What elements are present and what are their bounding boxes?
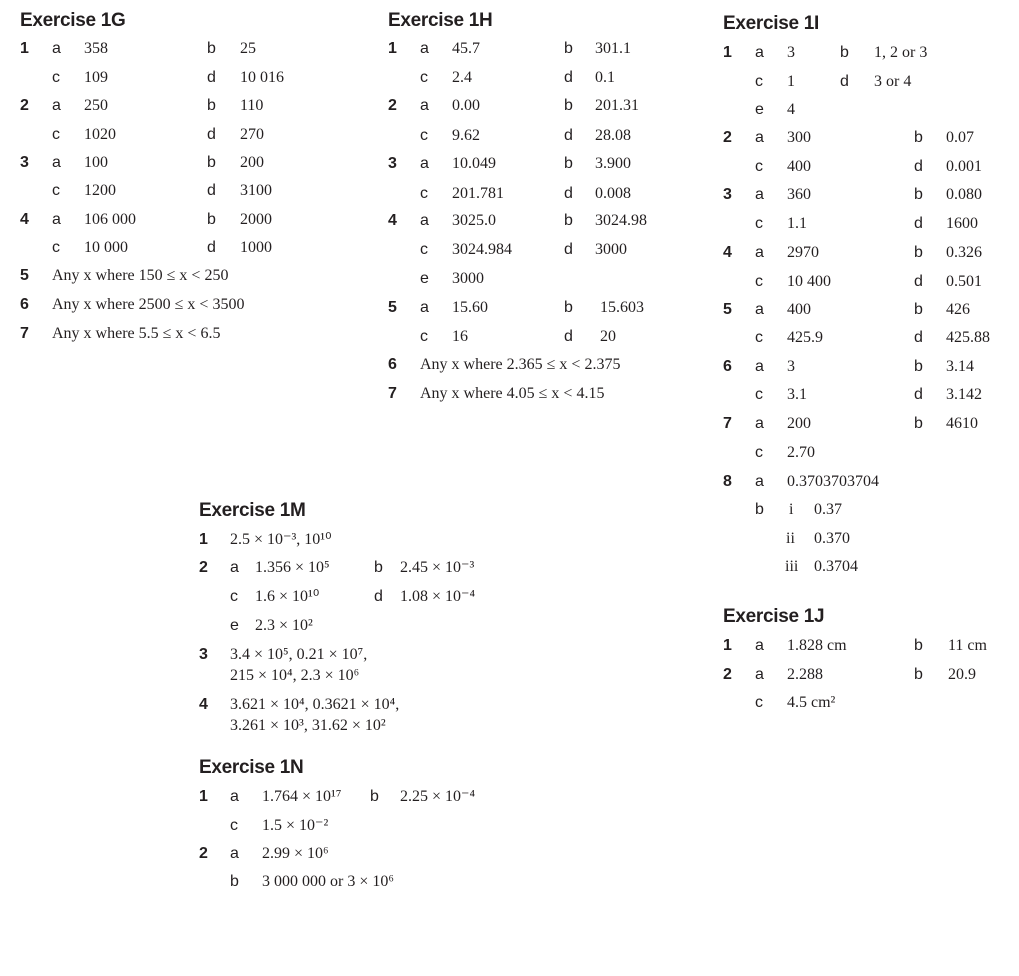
part-label: a: [755, 666, 764, 683]
question-number: 2: [20, 97, 29, 114]
answer-value: 1.764 × 10¹⁷: [262, 788, 342, 805]
part-label: d: [207, 126, 216, 143]
answer-value: 1000: [240, 239, 272, 256]
exercise-heading: Exercise 1H: [388, 10, 493, 31]
answer-value: 10 400: [787, 273, 831, 290]
part-label: c: [755, 694, 763, 711]
answer-value: 20: [600, 328, 616, 345]
part-label: a: [755, 44, 764, 61]
answer-value: 360: [787, 186, 811, 203]
answer-value: 1.1: [787, 215, 807, 232]
part-label: d: [564, 241, 573, 258]
answer-value: 0.080: [946, 186, 982, 203]
answer-value: 425.88: [946, 329, 990, 346]
answer-value: 3024.984: [452, 241, 512, 258]
answer-value: 0.00: [452, 97, 480, 114]
part-label: a: [52, 211, 61, 228]
question-number: 7: [20, 325, 29, 342]
answer-value: 1, 2 or 3: [874, 44, 928, 61]
answer-value: Any x where 5.5 ≤ x < 6.5: [52, 325, 221, 342]
part-label: a: [420, 97, 429, 114]
answer-value: 3 000 000 or 3 × 10⁶: [262, 873, 394, 890]
answer-value: 28.08: [595, 127, 631, 144]
answer-value: 100: [84, 154, 108, 171]
question-number: 4: [20, 211, 29, 228]
answer-value: 0.1: [595, 69, 615, 86]
part-label: c: [420, 69, 428, 86]
part-label: b: [840, 44, 849, 61]
question-number: 2: [199, 559, 208, 576]
answer-value: Any x where 2.365 ≤ x < 2.375: [420, 356, 621, 373]
answer-value: 0.37: [814, 501, 842, 518]
part-label: a: [52, 97, 61, 114]
exercise-heading: Exercise 1I: [723, 13, 820, 34]
part-label: a: [755, 358, 764, 375]
answer-value: 201.31: [595, 97, 639, 114]
part-label: a: [755, 301, 764, 318]
part-label: c: [420, 241, 428, 258]
part-label: b: [914, 415, 923, 432]
part-label: c: [755, 386, 763, 403]
answer-value: 400: [787, 301, 811, 318]
part-label: b: [564, 97, 573, 114]
question-number: 6: [723, 358, 732, 375]
answer-value: Any x where 150 ≤ x < 250: [52, 267, 229, 284]
answer-value: 2.25 × 10⁻⁴: [400, 788, 476, 805]
answer-value: 426: [946, 301, 970, 318]
part-label: d: [207, 182, 216, 199]
exercise-heading: Exercise 1M: [199, 500, 306, 521]
answer-value: 1: [787, 73, 795, 90]
part-label: c: [420, 127, 428, 144]
part-label: e: [420, 270, 429, 287]
answer-value: 215 × 10⁴, 2.3 × 10⁶: [230, 667, 360, 684]
question-number: 3: [388, 155, 397, 172]
answer-value: 0.501: [946, 273, 982, 290]
answer-value: 1.08 × 10⁻⁴: [400, 588, 476, 605]
part-label: a: [230, 845, 239, 862]
part-label: c: [230, 817, 238, 834]
answer-value: 3000: [595, 241, 627, 258]
question-number: 2: [388, 97, 397, 114]
question-number: 4: [199, 696, 208, 713]
part-label: d: [914, 158, 923, 175]
answer-value: 3024.98: [595, 212, 647, 229]
answer-value: 1600: [946, 215, 978, 232]
part-label: b: [914, 358, 923, 375]
answer-value: 3.261 × 10³, 31.62 × 10²: [230, 717, 386, 734]
answer-value: 3000: [452, 270, 484, 287]
question-number: 3: [723, 186, 732, 203]
part-label: e: [755, 101, 764, 118]
part-label: b: [564, 299, 573, 316]
part-label: a: [755, 473, 764, 490]
answer-value: 1200: [84, 182, 116, 199]
answer-value: 9.62: [452, 127, 480, 144]
part-label: a: [52, 154, 61, 171]
question-number: 2: [723, 129, 732, 146]
answer-value: 301.1: [595, 40, 631, 57]
exercise-heading: Exercise 1N: [199, 757, 304, 778]
answer-value: 2.4: [452, 69, 472, 86]
part-label: c: [52, 182, 60, 199]
answer-value: 200: [240, 154, 264, 171]
answer-value: 0.001: [946, 158, 982, 175]
answer-value: 4610: [946, 415, 978, 432]
question-number: 1: [723, 637, 732, 654]
answer-value: 201.781: [452, 185, 504, 202]
part-label: b: [564, 212, 573, 229]
part-label: c: [420, 328, 428, 345]
answer-value: 2.5 × 10⁻³, 10¹⁰: [230, 531, 332, 548]
part-label: a: [52, 40, 61, 57]
answer-value: 3100: [240, 182, 272, 199]
part-label: b: [914, 666, 923, 683]
question-number: 1: [388, 40, 397, 57]
part-label: c: [755, 444, 763, 461]
answer-value: 1.5 × 10⁻²: [262, 817, 329, 834]
answer-value: 3.1: [787, 386, 807, 403]
part-label: d: [564, 328, 573, 345]
answer-value: 2.99 × 10⁶: [262, 845, 329, 862]
part-label: d: [207, 69, 216, 86]
answer-value: 3.900: [595, 155, 631, 172]
answer-value: 2.3 × 10²: [255, 617, 313, 634]
answer-value: 1.828 cm: [787, 637, 847, 654]
question-number: 5: [388, 299, 397, 316]
answer-value: 3.621 × 10⁴, 0.3621 × 10⁴,: [230, 696, 400, 713]
answer-value: 400: [787, 158, 811, 175]
answer-value: Any x where 4.05 ≤ x < 4.15: [420, 385, 605, 402]
part-label: a: [420, 212, 429, 229]
part-label: a: [755, 244, 764, 261]
answer-value: 2.70: [787, 444, 815, 461]
answer-value: 2.288: [787, 666, 823, 683]
part-label: b: [564, 155, 573, 172]
answer-value: 0.008: [595, 185, 631, 202]
answer-value: 250: [84, 97, 108, 114]
part-label: c: [755, 158, 763, 175]
answer-value: 3 or 4: [874, 73, 912, 90]
part-label: b: [914, 244, 923, 261]
part-label: c: [755, 273, 763, 290]
subpart-label: i: [789, 501, 794, 518]
question-number: 1: [723, 44, 732, 61]
part-label: a: [420, 40, 429, 57]
question-number: 2: [199, 845, 208, 862]
part-label: d: [564, 185, 573, 202]
answer-value: 3.142: [946, 386, 982, 403]
answer-value: 3.4 × 10⁵, 0.21 × 10⁷,: [230, 646, 368, 663]
part-label: d: [914, 273, 923, 290]
part-label: b: [230, 873, 239, 890]
answer-value: 11 cm: [948, 637, 987, 654]
answer-value: 3: [787, 358, 795, 375]
part-label: d: [914, 386, 923, 403]
question-number: 1: [199, 531, 208, 548]
part-label: d: [914, 215, 923, 232]
answer-value: 1.356 × 10⁵: [255, 559, 330, 576]
question-number: 5: [20, 267, 29, 284]
part-label: d: [564, 127, 573, 144]
answer-value: 0.3704: [814, 558, 858, 575]
answer-value: 200: [787, 415, 811, 432]
part-label: c: [755, 329, 763, 346]
answer-value: 15.603: [600, 299, 644, 316]
exercise-heading: Exercise 1G: [20, 10, 126, 31]
question-number: 7: [388, 385, 397, 402]
part-label: c: [52, 239, 60, 256]
answer-value: 3025.0: [452, 212, 496, 229]
question-number: 7: [723, 415, 732, 432]
answer-value: 110: [240, 97, 264, 114]
question-number: 3: [20, 154, 29, 171]
question-number: 4: [388, 212, 397, 229]
part-label: c: [755, 215, 763, 232]
answer-value: 106 000: [84, 211, 136, 228]
part-label: b: [564, 40, 573, 57]
question-number: 5: [723, 301, 732, 318]
question-number: 4: [723, 244, 732, 261]
question-number: 1: [199, 788, 208, 805]
part-label: a: [755, 129, 764, 146]
part-label: b: [207, 40, 216, 57]
answer-value: 1.6 × 10¹⁰: [255, 588, 320, 605]
question-number: 1: [20, 40, 29, 57]
part-label: a: [755, 415, 764, 432]
part-label: b: [207, 211, 216, 228]
answer-value: 109: [84, 69, 108, 86]
part-label: d: [564, 69, 573, 86]
part-label: c: [52, 69, 60, 86]
part-label: c: [755, 73, 763, 90]
question-number: 6: [20, 296, 29, 313]
answer-value: 2970: [787, 244, 819, 261]
part-label: a: [755, 186, 764, 203]
part-label: c: [52, 126, 60, 143]
question-number: 3: [199, 646, 208, 663]
question-number: 6: [388, 356, 397, 373]
answer-value: 10 016: [240, 69, 284, 86]
answer-value: 2000: [240, 211, 272, 228]
answer-value: 45.7: [452, 40, 480, 57]
part-label: c: [230, 588, 238, 605]
part-label: a: [420, 155, 429, 172]
part-label: b: [914, 301, 923, 318]
part-label: d: [840, 73, 849, 90]
answer-value: 0.07: [946, 129, 974, 146]
answer-value: 3.14: [946, 358, 974, 375]
subpart-label: iii: [785, 558, 799, 575]
part-label: b: [207, 154, 216, 171]
part-label: b: [914, 637, 923, 654]
answer-value: 3: [787, 44, 795, 61]
answer-value: 20.9: [948, 666, 976, 683]
part-label: a: [420, 299, 429, 316]
subpart-label: ii: [786, 530, 795, 547]
answer-value: 10.049: [452, 155, 496, 172]
part-label: d: [374, 588, 383, 605]
part-label: d: [914, 329, 923, 346]
part-label: c: [420, 185, 428, 202]
part-label: b: [755, 501, 764, 518]
answer-value: 425.9: [787, 329, 823, 346]
part-label: a: [230, 788, 239, 805]
part-label: b: [207, 97, 216, 114]
exercise-heading: Exercise 1J: [723, 606, 825, 627]
answer-value: 16: [452, 328, 468, 345]
answer-value: 358: [84, 40, 108, 57]
question-number: 8: [723, 473, 732, 490]
answer-value: 4.5 cm²: [787, 694, 836, 711]
part-label: b: [914, 129, 923, 146]
part-label: a: [755, 637, 764, 654]
answer-value: 25: [240, 40, 256, 57]
answer-value: 4: [787, 101, 795, 118]
part-label: a: [230, 559, 239, 576]
part-label: b: [370, 788, 379, 805]
part-label: e: [230, 617, 239, 634]
answer-value: 15.60: [452, 299, 488, 316]
answer-value: 270: [240, 126, 264, 143]
answer-value: 0.370: [814, 530, 850, 547]
question-number: 2: [723, 666, 732, 683]
answer-value: 10 000: [84, 239, 128, 256]
answer-value: 2.45 × 10⁻³: [400, 559, 475, 576]
answer-value: 0.3703703704: [787, 473, 879, 490]
answer-value: 300: [787, 129, 811, 146]
answer-value: Any x where 2500 ≤ x < 3500: [52, 296, 245, 313]
part-label: d: [207, 239, 216, 256]
part-label: b: [914, 186, 923, 203]
answer-value: 1020: [84, 126, 116, 143]
part-label: b: [374, 559, 383, 576]
answer-value: 0.326: [946, 244, 982, 261]
